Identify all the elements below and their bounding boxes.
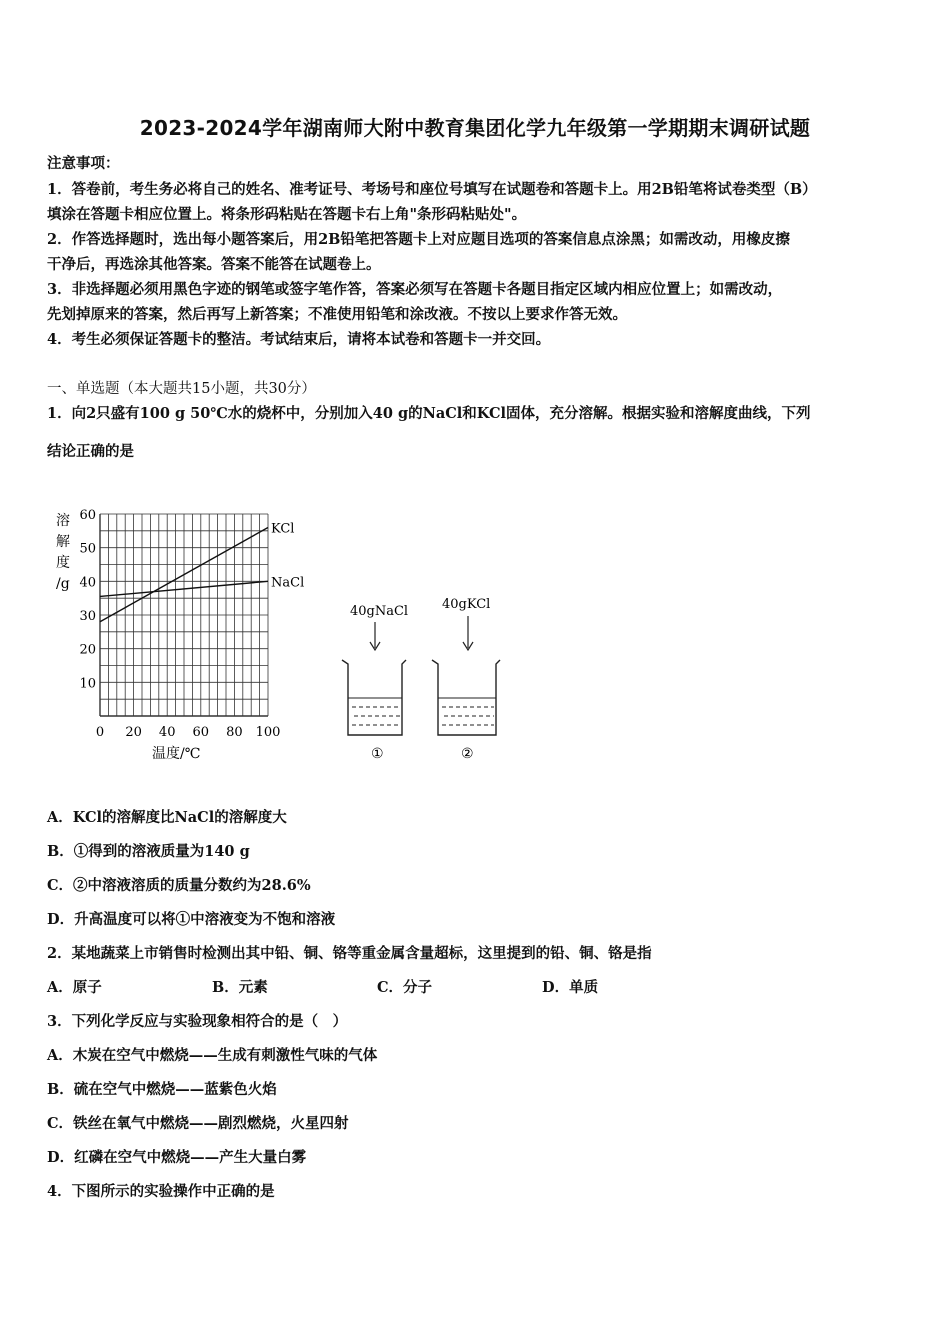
beaker-diagram	[330, 590, 530, 770]
notice-line: 2．作答选择题时，选出每小题答案后，用2B铅笔把答题卡上对应题目选项的答案信息点涂黑；如需改动，用橡皮擦	[47, 231, 790, 248]
x-tick-label: 20	[125, 725, 142, 740]
ylabel-char: 度	[56, 555, 70, 571]
x-tick-label: 60	[192, 725, 210, 740]
question-3-stem: 3．下列化学反应与实验现象相符合的是（ ）	[47, 1013, 348, 1030]
beaker-caption: ②	[461, 746, 474, 762]
question-1-option-d[interactable]: D．升高温度可以将①中溶液变为不饱和溶液	[47, 911, 336, 928]
beaker-caption: ①	[371, 746, 384, 762]
notice-line: 填涂在答题卡相应位置上。将条形码粘贴在答题卡右上角"条形码粘贴处"。	[47, 206, 527, 223]
liquid-hatch	[352, 707, 400, 725]
notice-line: 干净后，再选涂其他答案。答案不能答在试题卷上。	[47, 256, 381, 273]
section-heading: 一、单选题（本大题共15小题，共30分）	[47, 381, 316, 397]
question-2-option-a[interactable]: A．原子	[47, 979, 102, 996]
question-2-option-c[interactable]: C．分子	[377, 979, 433, 996]
question-1-option-b[interactable]: B．①得到的溶液质量为140 g	[47, 843, 250, 860]
question-2-option-b[interactable]: B．元素	[212, 979, 268, 996]
exam-title: 2023-2024学年湖南师大附中教育集团化学九年级第一学期期末调研试题	[139, 116, 811, 140]
question-1-stem-cont: 结论正确的是	[47, 443, 134, 460]
notice-line: 1．答卷前，考生务必将自己的姓名、准考证号、考场号和座位号填写在试题卷和答题卡上。用2B铅笔将试卷类型（B）	[47, 181, 817, 198]
question-1-option-c[interactable]: C．②中溶液溶质的质量分数约为28.6%	[47, 877, 311, 894]
y-tick-label: 30	[79, 609, 96, 624]
solubility-chart-svg	[48, 500, 318, 770]
question-2-stem: 2．某地蔬菜上市销售时检测出其中铅、铜、铬等重金属含量超标，这里提到的铅、铜、铬是指	[47, 945, 652, 962]
beaker-label: 40gKCl	[442, 597, 491, 612]
question-1-stem: 1．向2只盛有100 g 50℃水的烧杯中，分别加入40 g的NaCl和KCl固体，充分溶解。根据实验和溶解度曲线，下列	[47, 405, 811, 422]
x-axis-label: 温度/℃	[152, 746, 201, 762]
notice-line: 4．考生必须保证答题卡的整洁。考试结束后，请将本试卷和答题卡一并交回。	[47, 331, 551, 348]
x-tick-label: 0	[95, 725, 105, 740]
x-tick-label: 40	[158, 725, 176, 740]
question-1-option-a[interactable]: A．KCl的溶解度比NaCl的溶解度大	[47, 809, 287, 826]
y-tick-label: 10	[79, 676, 96, 692]
question-3-option-d[interactable]: D．红磷在空气中燃烧——产生大量白雾	[47, 1149, 307, 1166]
ylabel-char: /g	[56, 576, 70, 592]
question-2-option-d[interactable]: D．单质	[542, 979, 599, 996]
series-label: KCl	[271, 521, 295, 537]
notice-heading: 注意事项：	[47, 155, 120, 172]
question-3-option-a[interactable]: A．木炭在空气中燃烧——生成有刺激性气味的气体	[47, 1047, 378, 1064]
ylabel-char: 解	[56, 534, 70, 550]
x-tick-label: 80	[226, 725, 243, 740]
beaker-label: 40gNaCl	[350, 604, 409, 619]
solubility-chart	[48, 500, 318, 770]
question-3-option-b[interactable]: B．硫在空气中燃烧——蓝紫色火焰	[47, 1081, 277, 1098]
y-tick-label: 40	[79, 575, 96, 591]
question-4-stem: 4．下图所示的实验操作中正确的是	[47, 1183, 275, 1200]
notice-line: 3．非选择题必须用黑色字迹的钢笔或签字笔作答，答案必须写在答题卡各题目指定区域内相应位置上；如需改动，	[47, 281, 783, 298]
question-3-option-c[interactable]: C．铁丝在氧气中燃烧——剧烈燃烧，火星四射	[47, 1115, 349, 1132]
series-label: NaCl	[271, 575, 305, 591]
y-tick-label: 50	[79, 541, 96, 557]
y-tick-label: 20	[79, 642, 96, 658]
ylabel-char: 溶	[56, 513, 70, 529]
x-tick-label: 100	[255, 725, 281, 740]
notice-line: 先划掉原来的答案，然后再写上新答案；不准使用铅笔和涂改液。不按以上要求作答无效。	[47, 306, 627, 323]
beaker-diagram-svg	[330, 590, 530, 770]
liquid-hatch	[442, 707, 494, 725]
y-tick-label: 60	[79, 508, 96, 523]
